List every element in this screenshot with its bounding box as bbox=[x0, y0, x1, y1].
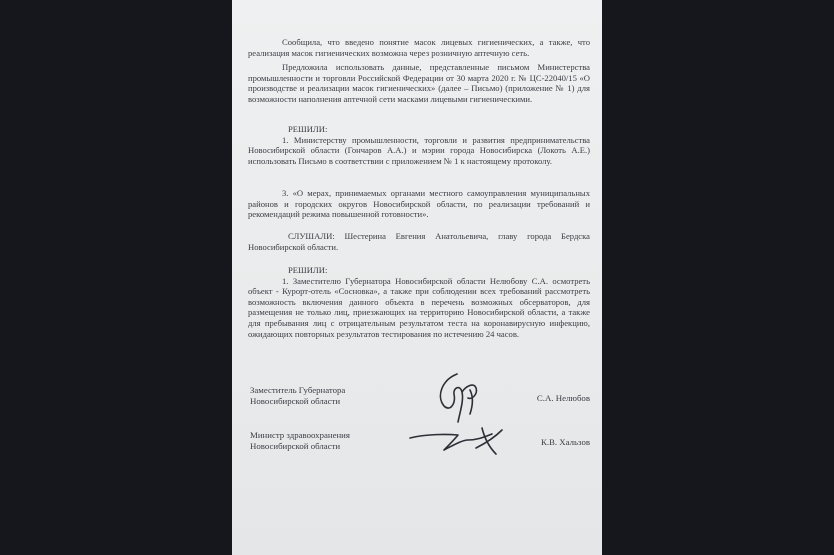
intro-paragraph-2: Предложила использовать данные, представленные письмом Министерства промышленности и торговли Российской Федерации от 30 марта 2020 г. № ЦС-22040/15 «О производстве и реализации масок гигиенических» (далее – Письмо) (приложение № 1) для возможности наполнения аптечной сети масками лицевыми гигиеническими. bbox=[248, 62, 590, 104]
signature-position-line-1: Заместитель Губернатора bbox=[250, 385, 346, 395]
heard-section bbox=[248, 231, 590, 252]
resolved-heading-2: РЕШИЛИ: bbox=[288, 265, 328, 275]
intro-section bbox=[248, 37, 590, 105]
resolved-item-2: 1. Заместителю Губернатора Новосибирской области Нелюбову С.А. осмотреть объект - Курорт-отель «Сосновка», а также при соблюдении всех требований рассмотреть возможность включения данного объекта в перечень возможных обсерваторов, для размещения не только лиц, приезжающих на территорию Новосибирской области, а также для пребывания лиц с отрицательным результатом теста на коронавирусную инфекцию, ожидающих повторных результатов тестирования по истечению 24 часов. bbox=[248, 275, 590, 339]
signature-position-line-2: Новосибирской области bbox=[250, 441, 341, 451]
resolved-item-1: 1. Министерству промышленности, торговли и развития предпринимательства Новосибирской области (Гончаров А.А.) и мэрии города Новосибирска (Локоть А.Е.) использовать Письмо в соответствии с приложением № 1 к настоящему протоколу. bbox=[248, 134, 590, 166]
signature-block-deputy-governor bbox=[250, 385, 590, 415]
handwritten-signature-2 bbox=[406, 420, 506, 458]
intro-paragraph-1: Сообщила, что введено понятие масок лицевых гигиенических, а также, что реализация масок гигиенических возможна через розничную аптечную сеть. bbox=[248, 37, 590, 58]
signature-position-line-2: Новосибирской области bbox=[250, 396, 341, 406]
resolved-section-1 bbox=[248, 124, 590, 166]
document-page bbox=[232, 0, 602, 555]
resolved-section-2 bbox=[248, 265, 590, 339]
signature-name: С.А. Нелюбов bbox=[536, 393, 590, 403]
signature-position-line-1: Министр здравоохранения bbox=[250, 430, 350, 440]
signature-position bbox=[250, 385, 345, 407]
heard-text: СЛУШАЛИ: Шестерина Евгения Анатольевича, главу города Бердска Новосибирской области. bbox=[248, 231, 590, 252]
signature-position bbox=[250, 430, 350, 452]
resolved-heading-1: РЕШИЛИ: bbox=[288, 124, 328, 134]
agenda-item-3 bbox=[248, 188, 590, 220]
agenda-item-3-text: 3. «О мерах, принимаемых органами местного самоуправления муниципальных районов и городских округов Новосибирской области, по реализации требований и рекомендаций режима повышенной готовности». bbox=[248, 188, 590, 220]
signature-name: К.В. Хальзов bbox=[540, 437, 590, 447]
handwritten-signature-1 bbox=[430, 368, 492, 426]
